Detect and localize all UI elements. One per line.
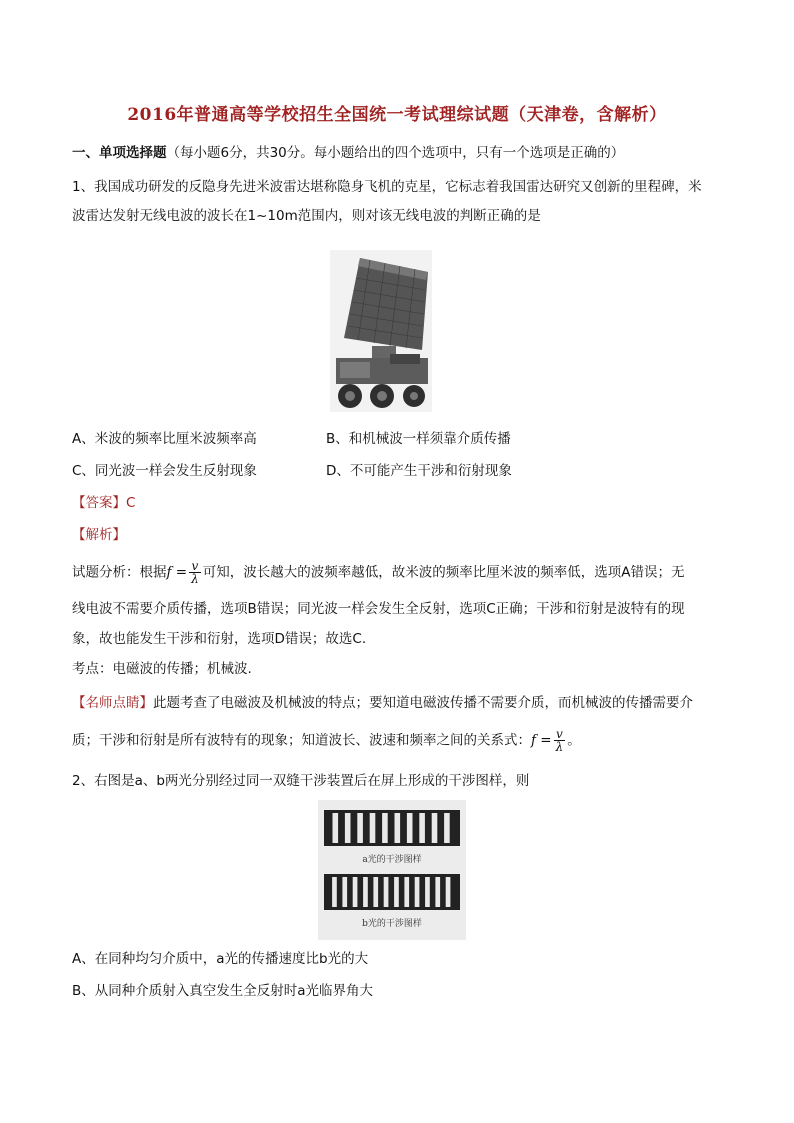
q1-option-c: C、同光波一样会发生反射现象	[72, 463, 257, 479]
bright-fringe	[435, 877, 440, 907]
bright-fringe	[333, 813, 339, 843]
q2-stem: 2、右图是a、b两光分别经过同一双缝干涉装置后在屏上形成的干涉图样，则	[72, 773, 530, 789]
tip-l1: 此题考查了电磁波及机械波的特点；要知道电磁波传播不需要介质，而机械波的传播需要介	[153, 695, 693, 711]
tip-l2-post: 。	[567, 732, 581, 749]
formula-fraction	[189, 560, 201, 585]
bright-fringe	[425, 877, 430, 907]
page-title: 2016年普通高等学校招生全国统一考试理综试题（天津卷，含解析）	[127, 105, 667, 125]
caption-a: a光的干涉图样	[362, 855, 422, 865]
bright-fringe	[353, 877, 358, 907]
analysis-l1-post: 可知，波长越大的波频率越低，故米波的频率比厘米波的频率低，选项A错误；无	[202, 564, 685, 581]
analysis-tag: 【解析】	[72, 527, 126, 543]
bright-fringe	[363, 877, 368, 907]
q1-analysis-line1	[72, 560, 724, 585]
q1-kaodian: 考点：电磁波的传播；机械波.	[72, 661, 252, 677]
section-note: （每小题6分，共30分。每小题给出的四个选项中，只有一个选项是正确的）	[166, 145, 625, 161]
q2-option-a: A、在同种均匀介质中，a光的传播速度比b光的大	[72, 951, 369, 967]
bright-fringe	[444, 813, 450, 843]
caption-b: b光的干涉图样	[362, 919, 422, 929]
q1-option-a: A、米波的频率比厘米波频率高	[72, 431, 257, 447]
q1-analysis-tag-line	[72, 524, 724, 546]
bright-fringe	[342, 877, 347, 907]
bright-fringe	[432, 813, 438, 843]
bright-fringe	[384, 877, 389, 907]
bright-fringe	[382, 813, 388, 843]
section-heading: 一、单项选择题	[72, 145, 167, 161]
bright-fringe	[373, 877, 378, 907]
bright-fringe	[395, 813, 401, 843]
bright-fringe	[407, 813, 413, 843]
tip-l2-pre: 质；干涉和衍射是所有波特有的现象；知道波长、波速和频率之间的关系式：	[72, 732, 531, 749]
tip-formula-fraction	[554, 728, 566, 753]
q2-option-b: B、从同种介质射入真空发生全反射时a光临界角大	[72, 983, 374, 999]
q1-option-d: D、不可能产生干涉和衍射现象	[326, 463, 512, 479]
q1-stem-line1: 1、我国成功研发的反隐身先进米波雷达堪称隐身飞机的克星，它标志着我国雷达研究又创新的里程碑，米	[72, 179, 702, 195]
bright-fringe	[419, 813, 425, 843]
q1-option-b: B、和机械波一样须靠介质传播	[326, 431, 511, 447]
bright-fringe	[357, 813, 363, 843]
bright-fringe	[394, 877, 399, 907]
bright-fringe	[446, 877, 451, 907]
formula-denominator: λ	[191, 572, 199, 586]
section-heading-line	[72, 142, 724, 164]
formula-numerator: v	[189, 560, 201, 573]
bright-fringe	[332, 877, 337, 907]
radar-photo	[330, 250, 432, 412]
q1-answer-line	[72, 492, 724, 514]
answer-tag: 【答案】	[72, 495, 126, 511]
q1-analysis-line2: 线电波不需要介质传播，选项B错误；同光波一样会发生全反射，选项C正确；干涉和衍射是波特有的现	[72, 601, 685, 617]
tip-formula-numerator: v	[554, 728, 566, 741]
bright-fringe	[370, 813, 376, 843]
bright-fringe	[404, 877, 409, 907]
tip-tag: 【名师点睛】	[72, 695, 153, 711]
formula-f: f =	[166, 564, 188, 581]
bright-fringe	[345, 813, 351, 843]
q1-stem-line2: 波雷达发射无线电波的波长在1~10m范围内，则对该无线电波的判断正确的是	[72, 208, 541, 224]
pattern-a-screen	[324, 810, 460, 846]
interference-figure	[318, 800, 466, 940]
bright-fringe	[415, 877, 420, 907]
q1-tip-line2	[72, 728, 724, 753]
answer-value: C	[126, 495, 136, 511]
tip-formula-denominator: λ	[555, 740, 564, 754]
q1-tip-line1	[72, 692, 724, 714]
tip-formula-f: f =	[531, 732, 552, 749]
analysis-l1-pre: 试题分析：根据	[72, 564, 167, 581]
q1-analysis-line3: 象，故也能发生干涉和衍射，选项D错误；故选C.	[72, 631, 367, 647]
